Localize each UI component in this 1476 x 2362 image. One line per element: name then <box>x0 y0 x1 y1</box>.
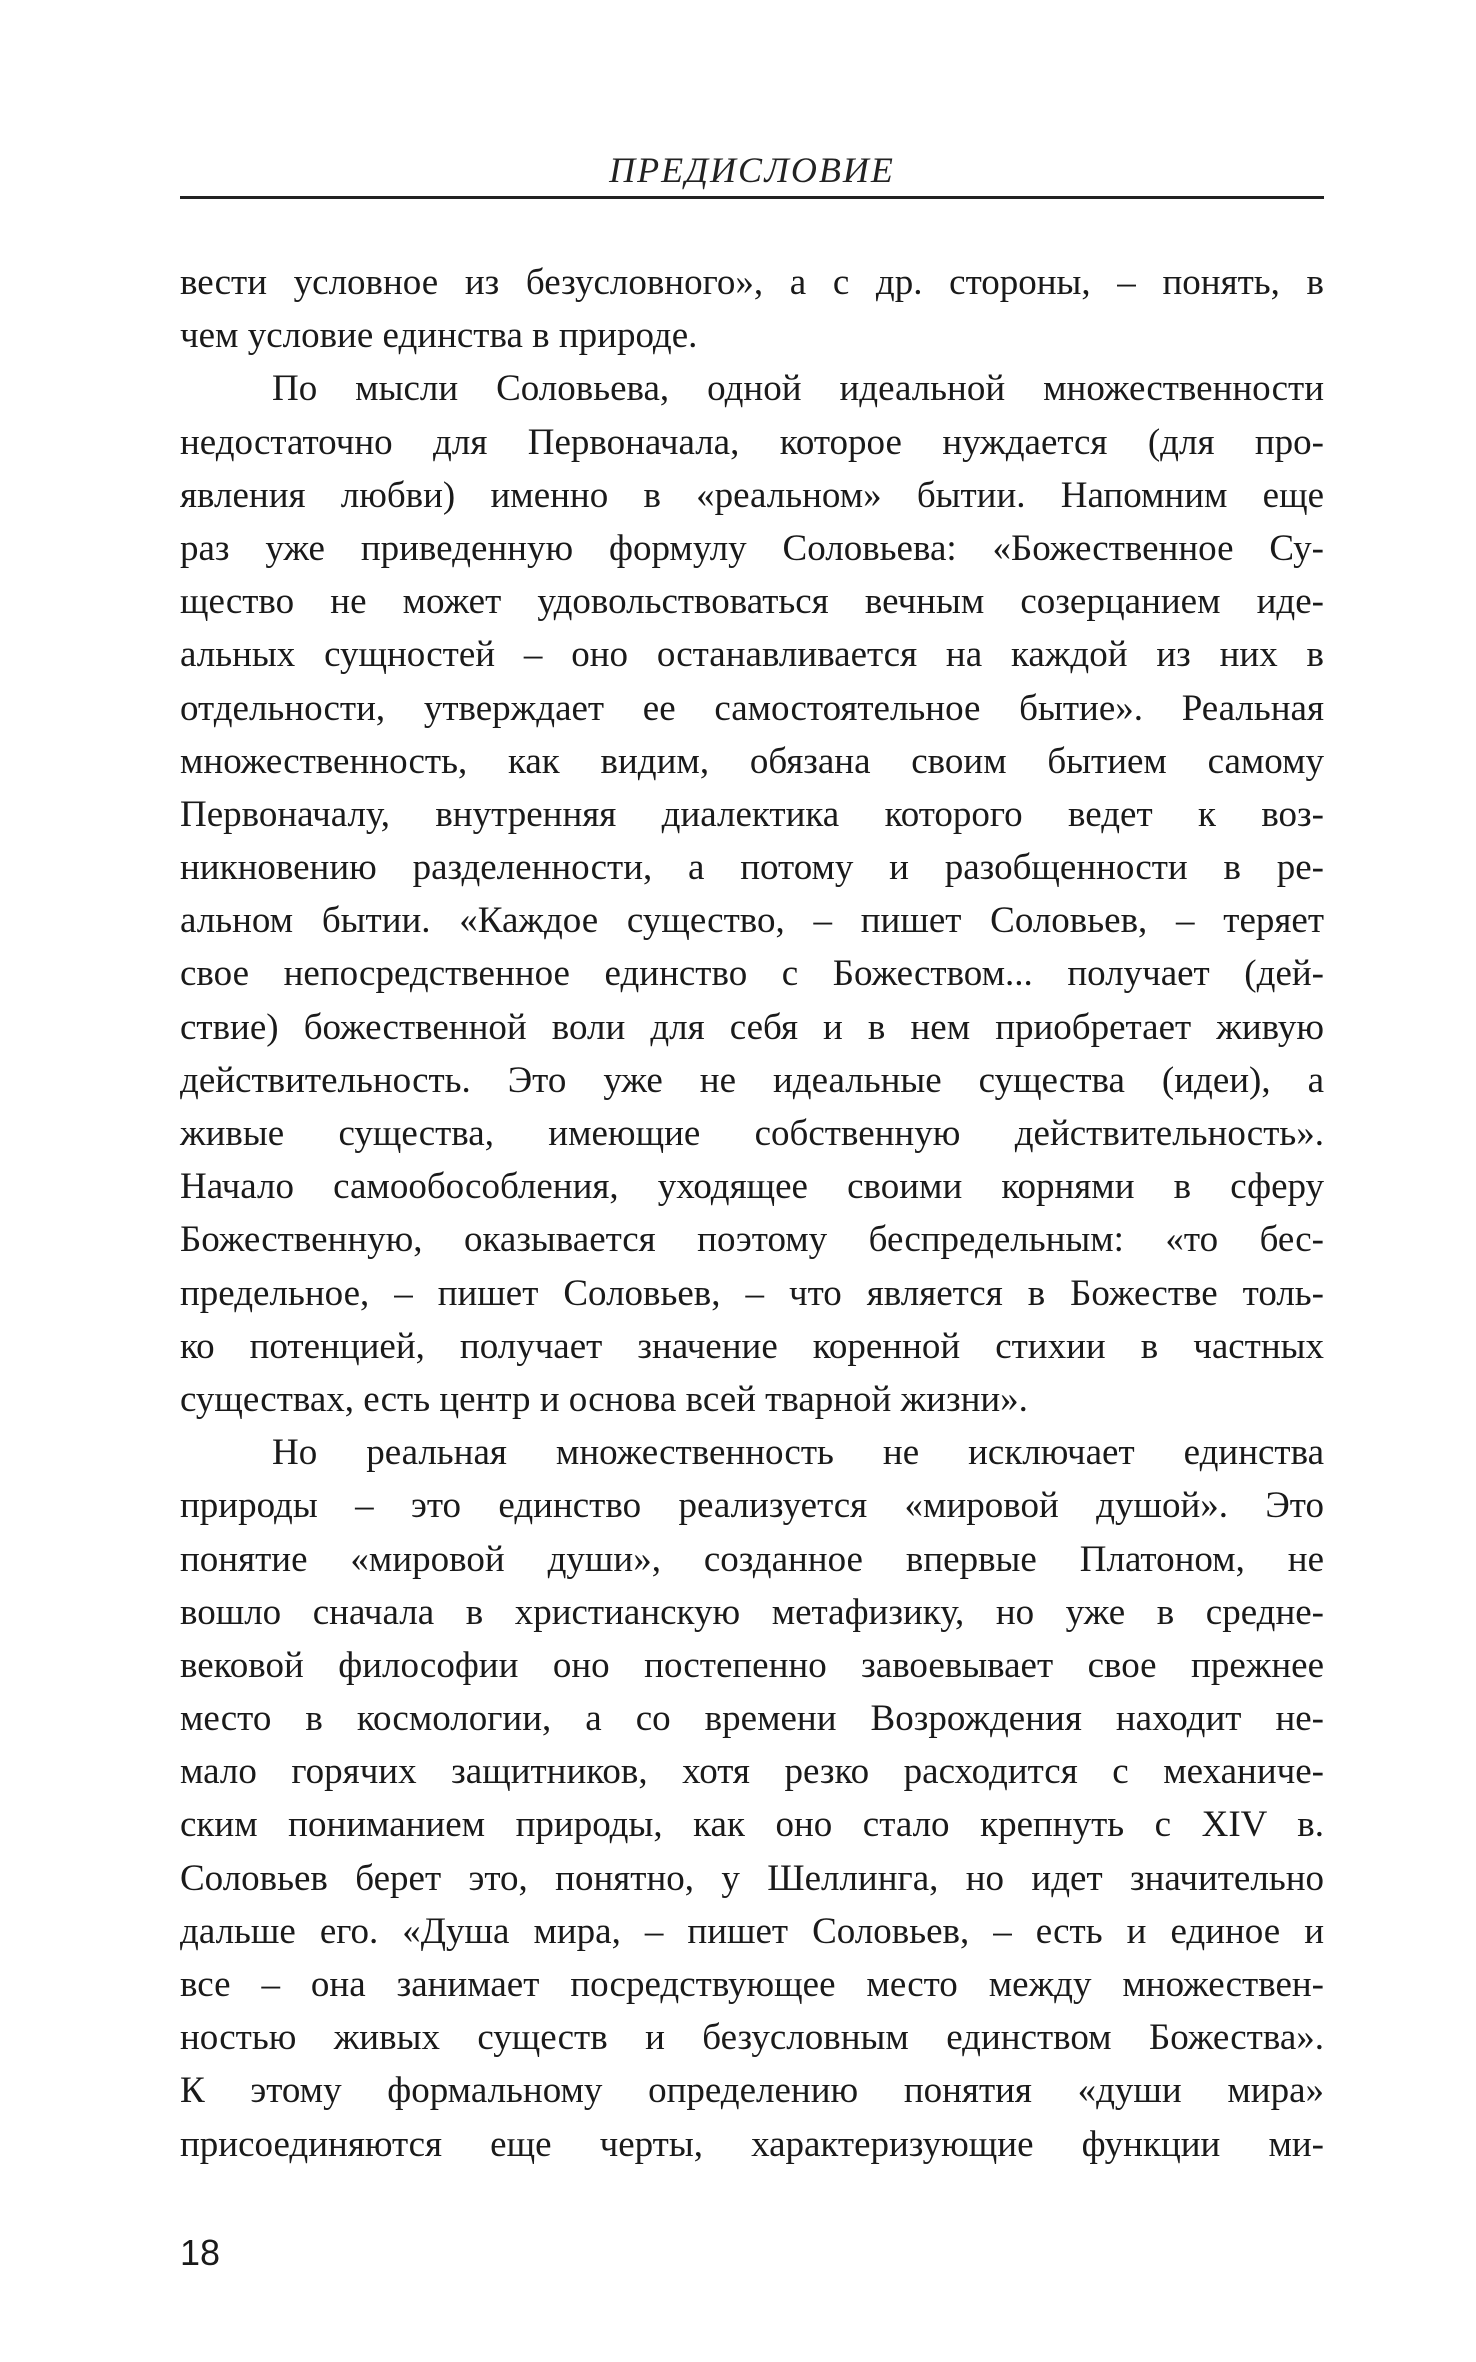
running-head: ПРЕДИСЛОВИЕ <box>609 150 895 190</box>
text-line: явления любви) именно в «реальном» бытии. Напомним еще <box>180 474 1324 516</box>
text-line: существах, есть центр и основа всей тварной жизни». <box>180 1378 1028 1420</box>
text-line: свое непосредственное единство с Божеством... получает (дей- <box>180 953 1324 995</box>
text-line: К этому формальному определению понятия «души мира» <box>180 2070 1324 2112</box>
header-rule <box>180 196 1324 199</box>
text-line: недостаточно для Первоначала, которое нуждается (для про- <box>180 421 1324 463</box>
text-line: множественность, как видим, обязана своим бытием самому <box>180 740 1324 782</box>
text-line: ностью живых существ и безусловным единством Божества». <box>180 2017 1324 2059</box>
text-line: вести условное из безусловного», а с др. стороны, – понять, в <box>180 262 1324 303</box>
text-line: природы – это единство реализуется «мировой душой». Это <box>180 1485 1324 1527</box>
text-line: живые существа, имеющие собственную действительность». <box>180 1113 1324 1154</box>
text-line: место в космологии, а со времени Возрождения находит не- <box>180 1698 1324 1740</box>
text-line: мало горячих защитников, хотя резко расходится с механиче- <box>180 1751 1324 1793</box>
text-line: действительность. Это уже не идеальные существа (идеи), а <box>180 1059 1324 1101</box>
text-line: Соловьев берет это, понятно, у Шеллинга, но идет значительно <box>180 1857 1324 1899</box>
text-line: Начало самообособления, уходящее своими корнями в сферу <box>180 1166 1324 1208</box>
text-line: Первоначалу, внутренняя диалектика которого ведет к воз- <box>180 793 1324 835</box>
text-line: ским пониманием природы, как оно стало крепнуть с XIV в. <box>180 1804 1324 1846</box>
text-line: отдельности, утверждает ее самостоятельное бытие». Реальная <box>180 687 1324 729</box>
text-line: присоединяются еще черты, характеризующие функции ми- <box>180 2123 1324 2165</box>
text-line: щество не может удовольствоваться вечным созерцанием иде- <box>180 581 1324 623</box>
text-line: ко потенцией, получает значение коренной стихии в частных <box>180 1325 1324 1367</box>
text-line: чем условие единства в природе. <box>180 315 698 357</box>
text-line: вековой философии оно постепенно завоевывает свое прежнее <box>180 1644 1324 1686</box>
text-line: Божественную, оказывается поэтому беспредельным: «то бес- <box>180 1219 1324 1261</box>
text-line: никновению разделенности, а потому и разобщенности в ре- <box>180 847 1324 889</box>
text-line: вошло сначала в христианскую метафизику, но уже в средне- <box>180 1591 1324 1633</box>
text-line: все – она занимает посредствующее место между множествен- <box>180 1964 1324 2005</box>
text-line: ствие) божественной воли для себя и в нем приобретает живую <box>180 1006 1324 1048</box>
text-line: Но реальная множественность не исключает единства <box>272 1432 1324 1474</box>
text-line: По мысли Соловьева, одной идеальной множественности <box>272 368 1324 410</box>
page-number: 18 <box>180 2232 221 2273</box>
text-line: дальше его. «Душа мира, – пишет Соловьев, – есть и единое и <box>180 1910 1324 1952</box>
body-text <box>180 256 1324 2171</box>
text-line: предельное, – пишет Соловьев, – что является в Божестве толь- <box>180 1272 1324 1314</box>
text-line: понятие «мировой души», созданное впервые Платоном, не <box>180 1538 1324 1580</box>
text-line: альных сущностей – оно останавливается на каждой из них в <box>180 634 1324 676</box>
text-line: альном бытии. «Каждое существо, – пишет Соловьев, – теряет <box>180 900 1324 942</box>
text-line: раз уже приведенную формулу Соловьева: «Божественное Су- <box>180 527 1324 569</box>
